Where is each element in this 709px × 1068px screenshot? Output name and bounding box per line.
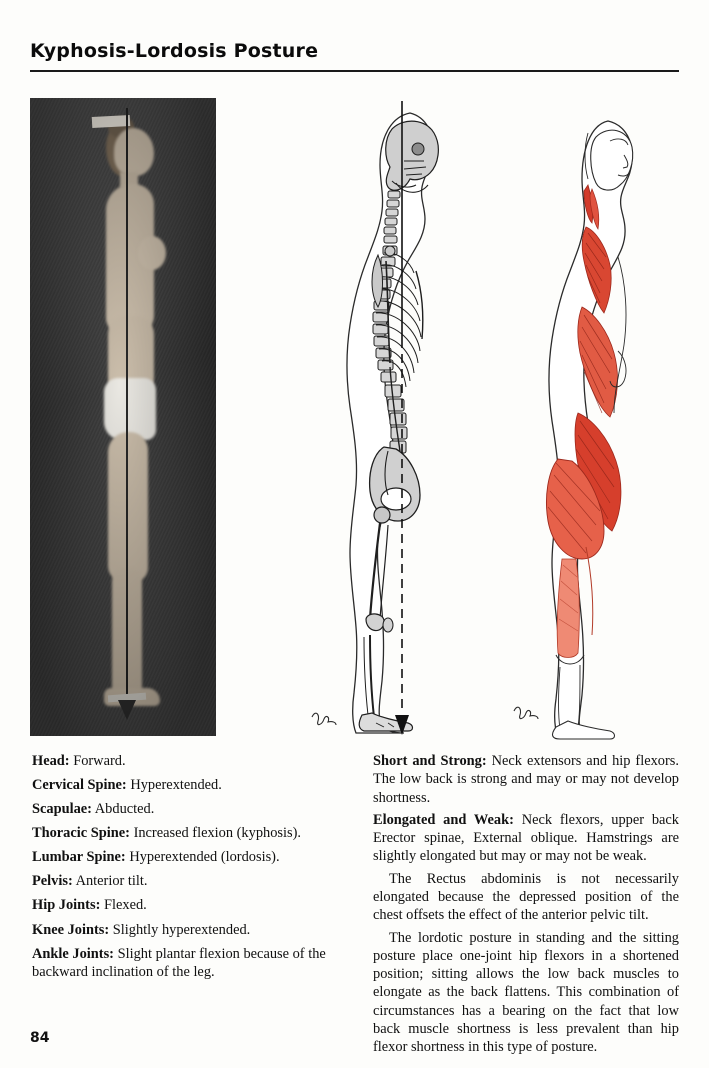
- finding-value: Increased flexion (kyphosis).: [133, 825, 302, 842]
- finding-scapulae: [32, 800, 348, 819]
- finding-value: Slightly hyperextended.: [112, 921, 251, 938]
- paragraph-text: The Rectus abdominis is not necessarily elongated because the depressed position of the chest offsets the effect of the anterior pelvic tilt.: [373, 870, 679, 924]
- finding-head: [32, 752, 348, 771]
- finding-pelvis: [32, 872, 348, 891]
- finding-label: Pelvis:: [32, 873, 73, 890]
- finding-knee-joints: [32, 921, 348, 940]
- finding-label: Hip Joints:: [32, 897, 101, 914]
- finding-hip-joints: [32, 896, 348, 915]
- paragraph-text: The lordotic posture in standing and the sitting posture place one-joint hip flexors in a shortened position; sitting allows the low back muscles to elongate as the back flattens. This combination of circumstances has a bearing on the fact that low back muscle shortness is less prevalent than hip flexor shortness in this type of posture.: [373, 929, 679, 1056]
- paragraph-rectus-abdominis: [373, 870, 679, 925]
- paragraph-label: Elongated and Weak:: [373, 811, 514, 828]
- finding-label: Ankle Joints:: [32, 945, 114, 962]
- paragraph-text: Neck extensors and hip flexors. The low back is strong and may or may not develop shortness.: [373, 753, 679, 806]
- finding-value: Hyperextended.: [130, 777, 222, 794]
- paragraph-elongated-and-weak: [373, 811, 679, 866]
- finding-label: Lumbar Spine:: [32, 849, 126, 866]
- muscle-analysis-column: [373, 752, 679, 1061]
- finding-value: Hyperextended (lordosis).: [129, 849, 280, 866]
- title-divider: [30, 70, 679, 72]
- finding-value: Slight plantar flexion because of the backward inclination of the leg.: [32, 945, 326, 981]
- page-title: Kyphosis-Lordosis Posture: [30, 40, 319, 62]
- photograph-lateral-view: [30, 98, 216, 736]
- finding-value: Anterior tilt.: [75, 873, 148, 890]
- paragraph-label: Short and Strong:: [373, 753, 487, 769]
- skeleton-diagram: [292, 95, 482, 740]
- finding-label: Cervical Spine:: [32, 777, 127, 794]
- finding-value: Abducted.: [94, 801, 155, 818]
- paragraph-short-and-strong: [373, 752, 679, 807]
- photo-vignette: [30, 98, 216, 736]
- finding-value: Flexed.: [103, 897, 147, 914]
- paragraph-lordotic-posture: [373, 929, 679, 1057]
- posture-findings-column: [32, 752, 348, 987]
- figure-row: [30, 95, 679, 740]
- title-block: [30, 40, 679, 72]
- finding-lumbar-spine: [32, 848, 348, 867]
- finding-label: Thoracic Spine:: [32, 825, 130, 842]
- finding-label: Head:: [32, 753, 70, 769]
- finding-value: Forward.: [73, 753, 126, 769]
- muscle-diagram: [500, 107, 679, 740]
- page-number: 84: [30, 1030, 50, 1046]
- finding-label: Scapulae:: [32, 801, 92, 818]
- finding-ankle-joints: [32, 945, 348, 982]
- finding-thoracic-spine: [32, 824, 348, 843]
- paragraph-text: Neck flexors, upper back Erector spinae, External oblique. Hamstrings are slightly elongated but may or may not be weak.: [373, 811, 679, 865]
- finding-cervical-spine: [32, 776, 348, 795]
- finding-label: Knee Joints:: [32, 921, 110, 938]
